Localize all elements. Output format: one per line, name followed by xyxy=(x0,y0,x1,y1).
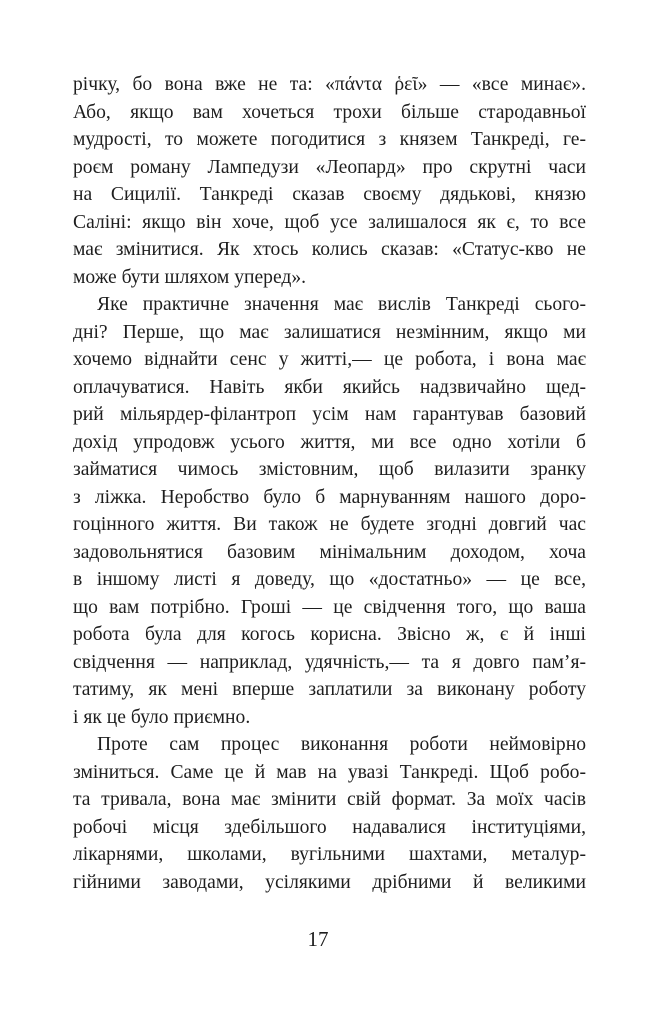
text-line: що вам потрібно. Гроші — це свідчення того, що ваша xyxy=(73,596,586,618)
text-line: Або, якщо вам хочеться трохи більше стародавньої xyxy=(73,101,586,123)
text-line: мудрості, то можете погодитися з князем Танкреді, ге- xyxy=(73,129,586,150)
text-line: дні? Перше, що має залишатися незмінним, якщо ми xyxy=(73,321,586,343)
text-line: гійними заводами, усілякими дрібними й великими xyxy=(73,871,586,893)
text-line: свідчення — наприклад, удячність,— та я довго пам’я- xyxy=(73,651,586,673)
text-line: з ліжка. Неробство було б марнуванням нашого доро- xyxy=(73,486,586,508)
text-line: має змінитися. Як хтось колись сказав: «Статус-кво не xyxy=(73,239,586,260)
text-line: оплачуватися. Навіть якби якийсь надзвичайно щед- xyxy=(73,376,586,398)
text-line: гоцінного життя. Ви також не будете згодні довгий час xyxy=(73,514,586,535)
text-line: хочемо віднайти сенс у житті,— це робота, і вона має xyxy=(73,349,586,370)
text-line: займатися чимось змістовним, щоб вилазити зранку xyxy=(73,459,586,480)
text-line: зміниться. Саме це й мав на увазі Танкреді. Щоб робо- xyxy=(73,761,586,783)
text-line: лікарнями, школами, вугільними шахтами, металур- xyxy=(73,844,586,865)
text-line: річку, бо вона вже не та: «πάντα ῥεῖ» — «все минає». xyxy=(73,74,586,95)
text-line: і як це було приємно. xyxy=(73,706,251,728)
text-line: дохід упродовж усього життя, ми все одно хотіли б xyxy=(73,431,586,453)
text-line: на Сицилії. Танкреді сказав своєму дядькові, князю xyxy=(73,184,586,205)
text-line: може бути шляхом уперед». xyxy=(73,266,307,288)
text-line: роєм роману Лампедузи «Леопард» про скрутні часи xyxy=(73,156,586,178)
text-line: та тривала, вона має змінити свій формат. За моїх часів xyxy=(73,789,586,810)
text-line: татиму, як мені вперше заплатили за виконану роботу xyxy=(73,679,586,700)
text-line: Яке практичне значення має вислів Танкреді сього- xyxy=(97,294,586,315)
text-line: рий мільярдер-філантроп усім нам гарантував базовий xyxy=(73,404,586,425)
text-line: в іншому листі я доведу, що «достатньо» — це все, xyxy=(73,569,586,590)
text-line: Саліні: якщо він хоче, щоб усе залишалося як є, то все xyxy=(73,211,586,233)
text-line: робота була для когось корисна. Звісно ж, є й інші xyxy=(73,624,586,645)
text-line: робочі місця здебільшого надавалися інституціями, xyxy=(73,816,586,838)
page-number: 17 xyxy=(307,927,329,951)
text-line: задовольнятися базовим мінімальним доходом, хоча xyxy=(73,541,586,563)
body-text xyxy=(73,71,586,896)
text-line: Проте сам процес виконання роботи неймовірно xyxy=(97,734,586,755)
